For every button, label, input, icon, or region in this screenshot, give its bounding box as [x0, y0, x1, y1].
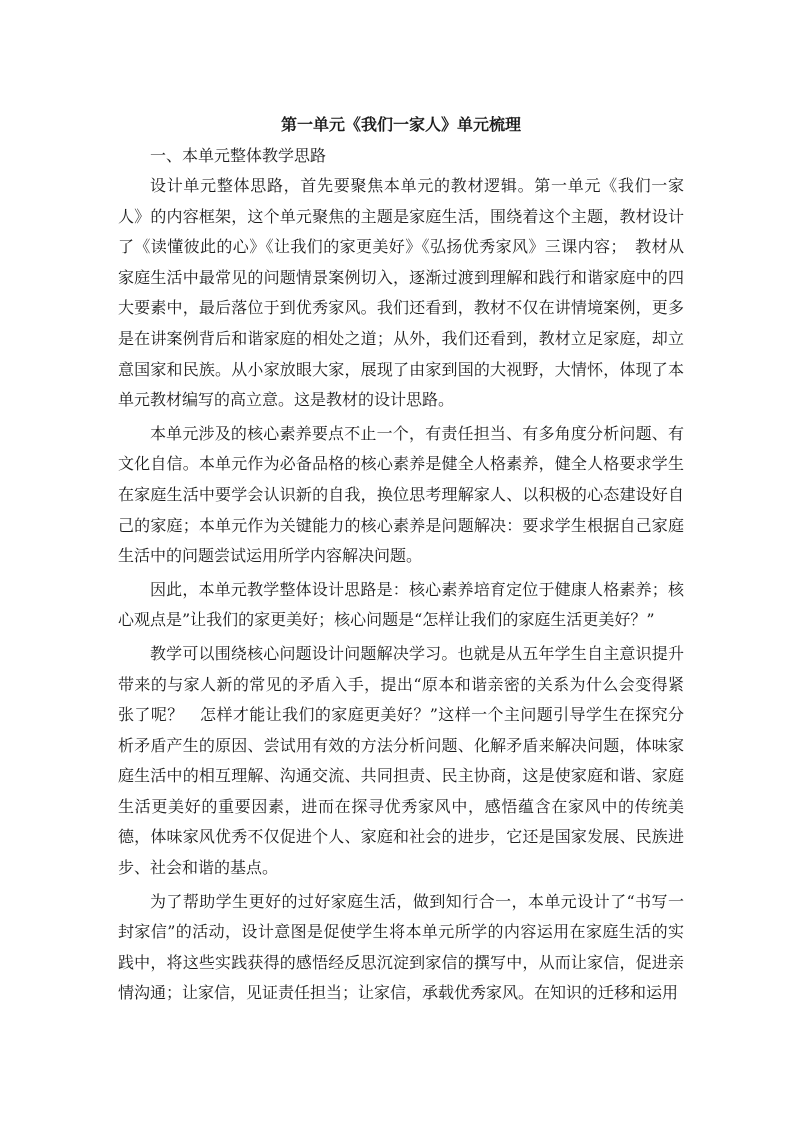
paragraph-5: 为了帮助学生更好的过好家庭生活，做到知行合一，本单元设计了“书写一封家信”的活动，设计意图是促使学生将本单元所学的内容运用在家庭生活的实践中，将这些实践获得的感悟经反思沉淀到家信的撰写中，从而让家信，促进亲情沟通；让家信，见证责任担当；让家信，承载优秀家风。在知识的迁移和运用: [118, 891, 684, 1003]
paragraph-3: 因此，本单元教学整体设计思路是：核心素养培育定位于健康人格素养；核心观点是”让我们的家更美好；核心问题是“怎样让我们的家庭生活更美好？”: [118, 579, 684, 630]
paragraph-2: 本单元涉及的核心素养要点不止一个，有责任担当、有多角度分析问题、有文化自信。本单元作为必备品格的核心素养是健全人格素养，健全人格要求学生在家庭生活中要学会认识新的自我，换位思考理解家人、以积极的心态建设好自己的家庭；本单元作为关键能力的核心素养是问题解决：要求学生根据自己家庭生活中的问题尝试运用所学内容解决问题。: [118, 423, 684, 566]
paragraph-1: 设计单元整体思路，首先要聚焦本单元的教材逻辑。第一单元《我们一家人》的内容框架，这个单元聚焦的主题是家庭生活，围绕着这个主题，教材设计了《读懂彼此的心》《让我们的家更美好》《弘扬优秀家风》三课内容； 教材从家庭生活中最常见的问题情景案例切入，逐渐过渡到理解和践行和谐家庭中的四大要素中，最后落位于到优秀家风。我们还看到，教材不仅在讲情境案例，更多是在讲案例背后和谐家庭的相处之道；从外，我们还看到，教材立足家庭，却立意国家和民族。从小家放眼大家，展现了由家到国的大视野，大情怀，体现了本单元教材编写的高立意。这是教材的设计思路。: [118, 176, 684, 410]
document-body: [118, 113, 684, 1012]
document-title: 第一单元《我们一家人》单元梳理: [280, 115, 521, 134]
section-heading: 一、本单元整体教学思路: [150, 146, 327, 165]
paragraph-4: 教学可以围绕核心问题设计问题解决学习。也就是从五年学生自主意识提升带来的与家人新的常见的矛盾入手，提出“原本和谐亲密的关系为什么会变得紧张了呢？ 怎样才能让我们的家庭更美好？”这样一个主问题引导学生在探究分析矛盾产生的原因、尝试用有效的方法分析问题、化解矛盾来解决问题，体味家庭生活中的相互理解、沟通交流、共同担责、民主协商，这是使家庭和谐、家庭生活更美好的重要因素，进而在探寻优秀家风中，感悟蕴含在家风中的传统美德，体味家风优秀不仅促进个人、家庭和社会的进步，它还是国家发展、民族进步、社会和谐的基点。: [118, 643, 684, 878]
